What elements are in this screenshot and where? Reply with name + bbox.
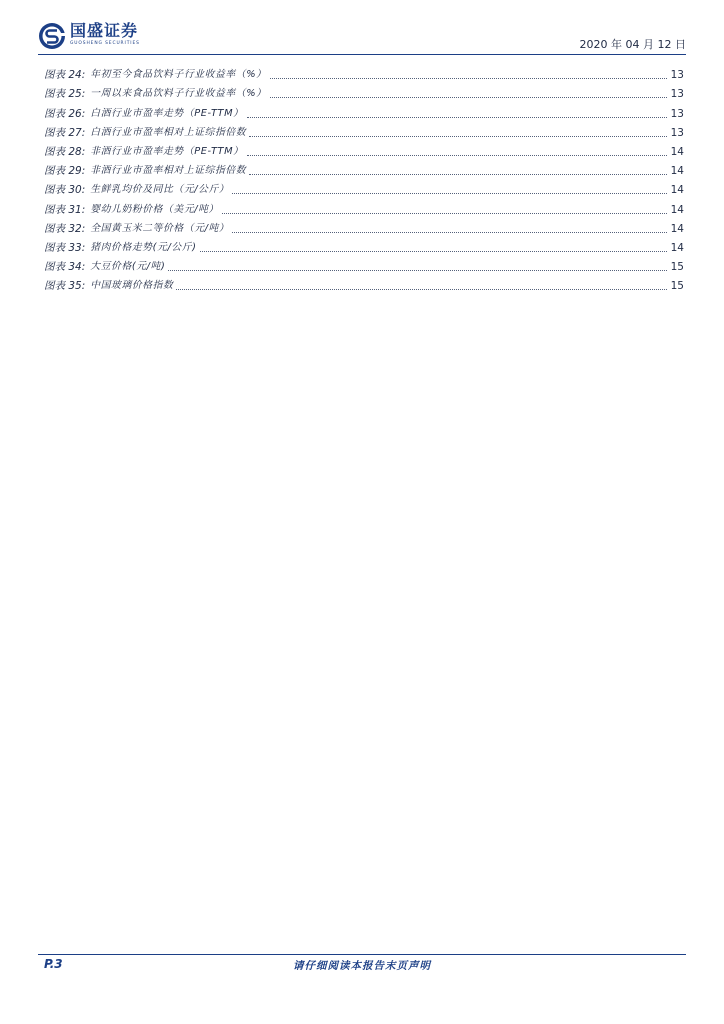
page-header: [38, 20, 686, 56]
toc-entry-title: 婴幼儿奶粉价格（美元/吨）: [90, 203, 219, 215]
toc-entry-label: 图表 26:: [44, 107, 86, 120]
figure-index-list: [44, 63, 684, 293]
toc-entry[interactable]: [44, 217, 684, 236]
toc-entry-page: 13: [670, 88, 684, 101]
toc-entry-label: 图表 31:: [44, 203, 86, 216]
page-number: P.3: [44, 957, 63, 971]
toc-entry[interactable]: [44, 121, 684, 140]
toc-dot-leader: [247, 116, 667, 118]
toc-entry-title: 年初至今食品饮料子行业收益率（%）: [90, 69, 267, 81]
toc-entry-title: 生鲜乳均价及同比（元/公斤）: [90, 184, 230, 196]
toc-dot-leader: [232, 192, 667, 194]
toc-entry-label: 图表 32:: [44, 222, 86, 235]
toc-dot-leader: [270, 77, 667, 79]
toc-entry[interactable]: [44, 255, 684, 274]
toc-entry-title: 全国黄玉米二等价格（元/吨）: [90, 222, 230, 234]
toc-entry-title: 大豆价格(元/吨): [90, 261, 166, 273]
logo-english-name: GUOSHENG SECURITIES: [70, 41, 140, 46]
toc-entry[interactable]: [44, 159, 684, 178]
toc-dot-leader: [247, 154, 667, 156]
toc-entry[interactable]: [44, 140, 684, 159]
disclaimer-notice: 请仔细阅读本报告末页声明: [293, 960, 431, 972]
toc-dot-leader: [176, 288, 667, 290]
toc-entry-label: 图表 30:: [44, 184, 86, 197]
footer-divider: [38, 954, 686, 955]
toc-entry-page: 14: [670, 222, 684, 235]
toc-entry[interactable]: [44, 236, 684, 255]
toc-entry[interactable]: [44, 178, 684, 197]
header-divider: [38, 54, 686, 55]
toc-entry-title: 一周以来食品饮料子行业收益率（%）: [90, 88, 267, 100]
report-date: 2020 年 04 月 12 日: [579, 38, 686, 51]
toc-entry-page: 13: [670, 69, 684, 82]
toc-entry[interactable]: [44, 274, 684, 293]
toc-entry-label: 图表 33:: [44, 241, 86, 254]
toc-dot-leader: [270, 96, 667, 98]
toc-dot-leader: [249, 135, 667, 137]
toc-entry[interactable]: [44, 63, 684, 82]
guosheng-logo-icon: [38, 22, 66, 50]
toc-entry-page: 14: [670, 165, 684, 178]
toc-entry-label: 图表 28:: [44, 145, 86, 158]
toc-entry-title: 中国玻璃价格指数: [90, 280, 174, 292]
toc-entry-label: 图表 35:: [44, 280, 86, 293]
toc-dot-leader: [232, 231, 667, 233]
toc-entry-page: 13: [670, 126, 684, 139]
toc-entry-label: 图表 29:: [44, 165, 86, 178]
toc-entry-label: 图表 34:: [44, 261, 86, 274]
toc-entry-page: 14: [670, 241, 684, 254]
toc-entry-page: 14: [670, 184, 684, 197]
toc-dot-leader: [222, 212, 667, 214]
toc-entry-page: 14: [670, 203, 684, 216]
toc-entry-title: 猪肉价格走势(元/公斤): [90, 241, 197, 253]
toc-entry-title: 白酒行业市盈率走势（PE-TTM）: [90, 107, 244, 119]
toc-entry-label: 图表 25:: [44, 88, 86, 101]
toc-entry[interactable]: [44, 82, 684, 101]
toc-entry-page: 15: [670, 280, 684, 293]
toc-entry-label: 图表 24:: [44, 69, 86, 82]
toc-entry-title: 白酒行业市盈率相对上证综指倍数: [90, 126, 247, 138]
toc-entry-page: 15: [670, 261, 684, 274]
toc-entry-title: 非酒行业市盈率走势（PE-TTM）: [90, 145, 244, 157]
toc-entry[interactable]: [44, 197, 684, 216]
toc-entry-page: 13: [670, 107, 684, 120]
toc-entry-label: 图表 27:: [44, 126, 86, 139]
toc-entry[interactable]: [44, 101, 684, 120]
toc-entry-page: 14: [670, 145, 684, 158]
company-logo: [38, 22, 140, 50]
toc-dot-leader: [168, 269, 667, 271]
toc-entry-title: 非酒行业市盈率相对上证综指倍数: [90, 165, 247, 177]
toc-dot-leader: [200, 250, 667, 252]
logo-chinese-name: 国盛证券: [70, 21, 139, 40]
toc-dot-leader: [249, 173, 667, 175]
